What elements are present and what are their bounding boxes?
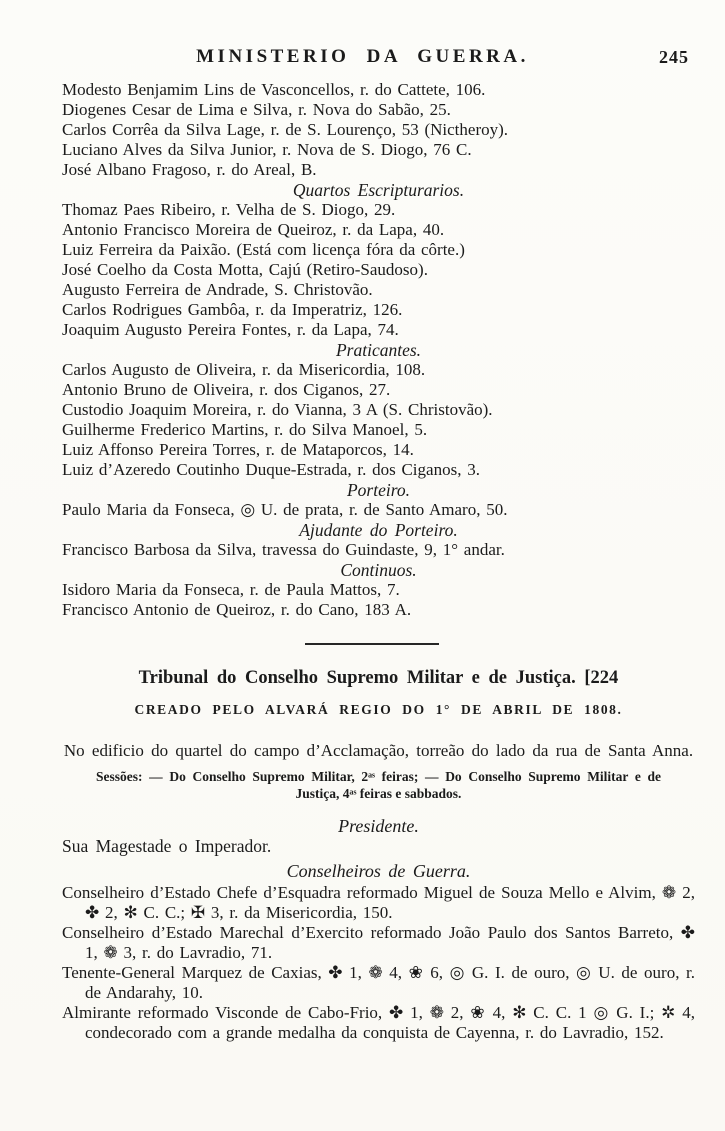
council-member-entry: Conselheiro d’Estado Chefe d’Esquadra reformado Miguel de Souza Mello e Alvim, ❁ 2, ✤ 2, ✻ C. C.; ✠ 3, r. da Misericordia, 150. [62,883,695,922]
council-member-entry: Conselheiro d’Estado Marechal d’Exercito reformado João Paulo dos Santos Barreto, ✤ 1, ❁ 3, r. do Lavradio, 71. [62,923,695,962]
tribunal-subtitle: CREADO PELO ALVARÁ REGIO DO 1° DE ABRIL DE 1808. [134,702,623,717]
roster-entry: Antonio Francisco Moreira de Queiroz, r. da Lapa, 40. [62,220,445,239]
staff-roster [62,80,695,620]
council-member-entry: Almirante reformado Visconde de Cabo-Frio, ✤ 1, ❁ 2, ❀ 4, ✻ C. C. 1 ◎ G. I.; ✲ 4, condecorado com a grande medalha da conquista de Cayenna, r. do Lavradio, 152. [62,1003,695,1042]
tribunal-sessions-note: Sessões: — Do Conselho Supremo Militar, 2ᵃˢ feiras; — Do Conselho Supremo Militar e de Justiça, 4ᵃˢ feiras e sabbados. [96,769,661,801]
page-header [0,46,725,70]
tribunal-section [62,664,695,1043]
roster-entry: Paulo Maria da Fonseca, ◎ U. de prata, r. de Santo Amaro, 50. [62,500,508,519]
roster-entry: Joaquim Augusto Pereira Fontes, r. da Lapa, 74. [62,320,399,339]
council-member-entry: Tenente-General Marquez de Caxias, ✤ 1, ❁ 4, ❀ 6, ◎ G. I. de ouro, ◎ U. de ouro, r. de Andarahy, 10. [62,963,695,1002]
tribunal-title: Tribunal do Conselho Supremo Militar e de Justiça. [224 [138,668,619,688]
section-heading-continuos: Continuos. [340,560,417,580]
section-divider-rule [305,643,439,645]
roster-entry: Custodio Joaquim Moreira, r. do Vianna, 3 A (S. Christovão). [62,400,493,419]
subsection-heading-conselheiros-de-guerra: Conselheiros de Guerra. [286,861,471,881]
roster-entry: Guilherme Frederico Martins, r. do Silva Manoel, 5. [62,420,428,439]
roster-entry: Isidoro Maria da Fonseca, r. de Paula Mattos, 7. [62,580,400,599]
roster-entry: Diogenes Cesar de Lima e Silva, r. Nova do Sabão, 25. [62,100,451,119]
section-heading-ajudante-do-porteiro: Ajudante do Porteiro. [299,520,458,540]
roster-entry: Carlos Augusto de Oliveira, r. da Misericordia, 108. [62,360,426,379]
subsection-heading-presidente: Presidente. [338,816,419,836]
section-heading-praticantes: Praticantes. [335,340,422,360]
roster-entry: José Coelho da Costa Motta, Cajú (Retiro-Saudoso). [62,260,428,279]
roster-entry: Thomaz Paes Ribeiro, r. Velha de S. Diogo, 29. [62,200,396,219]
council-member-list [62,883,695,1043]
tribunal-location: No edificio do quartel do campo d’Acclamação, torreão do lado da rua de Santa Anna. [63,741,694,760]
president-entry: Sua Magestade o Imperador. [62,836,272,856]
roster-entry: Luciano Alves da Silva Junior, r. Nova de S. Diogo, 76 C. [62,140,472,159]
roster-entry: Antonio Bruno de Oliveira, r. dos Ciganos, 27. [62,380,391,399]
section-heading-quartos-escripturarios: Quartos Escripturarios. [292,180,465,200]
page-number: 245 [659,47,689,67]
roster-entry: Carlos Rodrigues Gambôa, r. da Imperatriz, 126. [62,300,403,319]
running-title: MINISTERIO DA GUERRA. [196,46,529,67]
roster-entry: Francisco Antonio de Queiroz, r. do Cano, 183 A. [62,600,412,619]
roster-entry: Luiz d’Azeredo Coutinho Duque-Estrada, r. dos Ciganos, 3. [62,460,480,479]
roster-entry: Luiz Affonso Pereira Torres, r. de Mataporcos, 14. [62,440,414,459]
roster-entry: Francisco Barbosa da Silva, travessa do Guindaste, 9, 1° andar. [62,540,505,559]
roster-entry: Carlos Corrêa da Silva Lage, r. de S. Lourenço, 53 (Nictheroy). [62,120,509,139]
section-heading-porteiro: Porteiro. [346,480,411,500]
roster-entry: Modesto Benjamim Lins de Vasconcellos, r. do Cattete, 106. [62,80,486,99]
roster-entry: José Albano Fragoso, r. do Areal, B. [62,160,317,179]
roster-entry: Augusto Ferreira de Andrade, S. Christovão. [62,280,373,299]
roster-entry: Luiz Ferreira da Paixão. (Está com licença fóra da côrte.) [62,240,465,259]
